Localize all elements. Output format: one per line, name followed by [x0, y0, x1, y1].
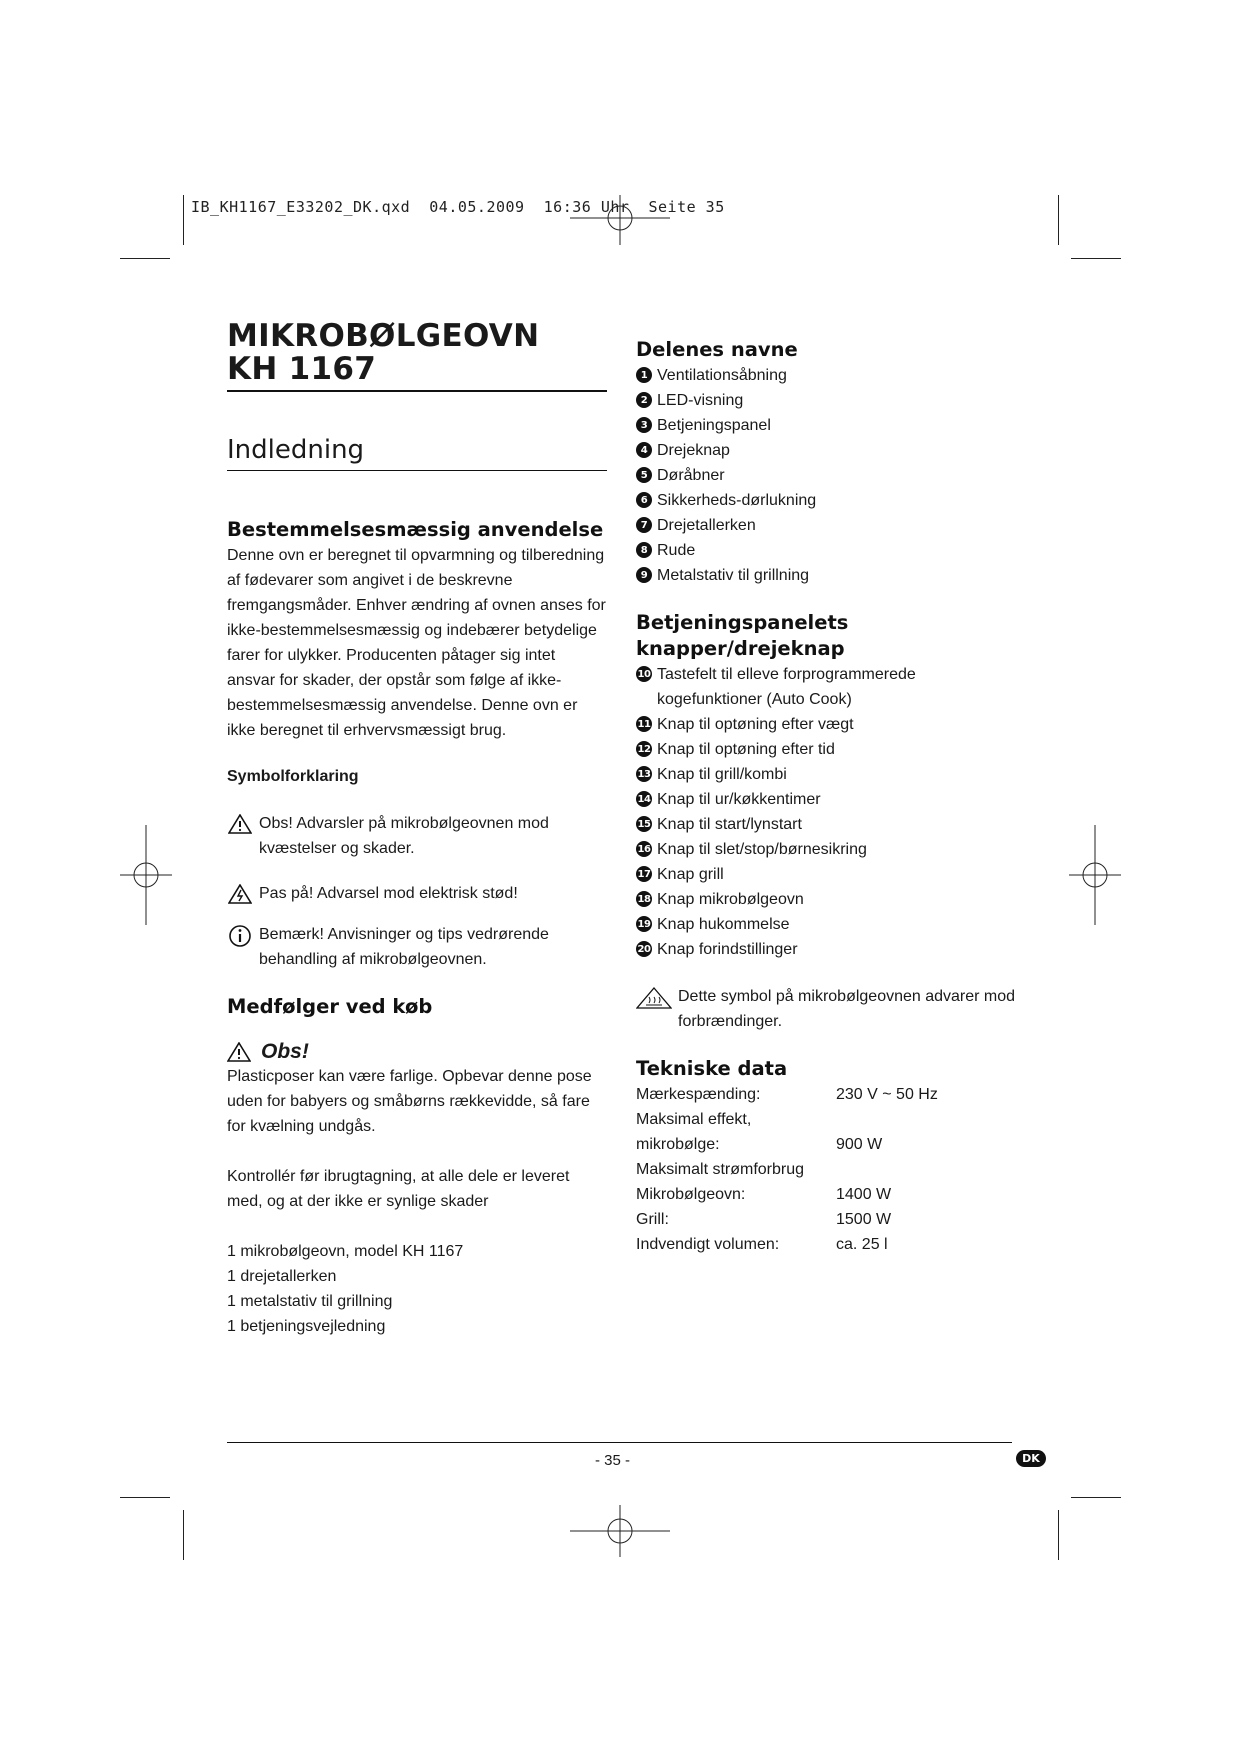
control-item [636, 887, 1016, 912]
symbols-heading: Symbolforklaring [227, 768, 359, 785]
control-label: Knap til ur/køkkentimer [657, 791, 821, 808]
registration-mark-left [120, 825, 172, 925]
right-column [636, 337, 1016, 1257]
registration-mark-top [570, 195, 670, 245]
part-label: Drejeknap [657, 442, 730, 459]
part-item [636, 513, 1016, 538]
number-badge: 6 [636, 492, 652, 508]
number-badge: 2 [636, 392, 652, 408]
control-label: Knap til slet/stop/børnesikring [657, 841, 867, 858]
control-item [636, 862, 1016, 887]
tech-value: 1400 W [836, 1186, 892, 1203]
tech-label: mikrobølge: [636, 1136, 720, 1153]
left-column [227, 320, 607, 1339]
tech-value [836, 1107, 938, 1132]
number-badge: 20 [636, 941, 652, 957]
number-badge: 12 [636, 741, 652, 757]
registration-mark-right [1069, 825, 1121, 925]
part-item [636, 538, 1016, 563]
symbol-info-note [227, 922, 607, 972]
crop-mark [183, 195, 184, 245]
control-label: Knap til optøning efter vægt [657, 716, 854, 733]
control-label: Knap til grill/kombi [657, 766, 787, 783]
list-item: 1 drejetallerken [227, 1268, 337, 1285]
bag-warning-text: Plasticposer kan være farlige. Opbevar denne pose uden for babyers og småbørns rækkevidde, så fare for kvælning undgås. [227, 1068, 592, 1135]
control-item [636, 712, 1016, 737]
symbol-info-text: Bemærk! Anvisninger og tips vedrørende behandling af mikrobølgeovnen. [259, 926, 549, 968]
control-label: Knap forindstillinger [657, 941, 798, 958]
tech-value: ca. 25 l [836, 1236, 888, 1253]
tech-heading: Tekniske data [636, 1057, 788, 1080]
footer-rule [227, 1442, 1012, 1443]
symbol-electric-text: Pas på! Advarsel mod elektrisk stød! [259, 885, 518, 902]
control-label: Knap mikrobølgeovn [657, 891, 804, 908]
number-badge: 8 [636, 542, 652, 558]
purpose-heading: Bestemmelsesmæssig anvendelse [227, 518, 604, 541]
electric-shock-icon [227, 881, 253, 906]
warning-triangle-icon [227, 1042, 251, 1062]
controls-list [636, 662, 1016, 962]
control-item [636, 737, 1016, 762]
symbol-warning-text: Obs! Advarsler på mikrobølgeovnen mod kvæstelser og skader. [259, 815, 549, 857]
control-item [636, 837, 1016, 862]
table-row [636, 1182, 938, 1207]
tech-label: Mikrobølgeovn: [636, 1186, 746, 1203]
control-label: Knap grill [657, 866, 724, 883]
part-item [636, 488, 1016, 513]
tech-value: 900 W [836, 1136, 883, 1153]
part-item [636, 438, 1016, 463]
number-badge: 13 [636, 766, 652, 782]
table-row [636, 1232, 938, 1257]
obs-label: Obs! [261, 1040, 309, 1063]
list-item: 1 mikrobølgeovn, model KH 1167 [227, 1243, 464, 1260]
symbol-electric-note [227, 881, 607, 906]
tech-label: Mærkespænding: [636, 1086, 761, 1103]
number-badge: 17 [636, 866, 652, 882]
crop-mark [120, 258, 170, 259]
number-badge: 15 [636, 816, 652, 832]
tech-value: 230 V ~ 50 Hz [836, 1086, 938, 1103]
tech-value: 1500 W [836, 1211, 892, 1228]
crop-mark [1058, 1510, 1059, 1560]
part-label: Metalstativ til grillning [657, 567, 810, 584]
list-item: 1 metalstativ til grillning [227, 1293, 393, 1310]
number-badge: 10 [636, 666, 652, 682]
control-item [636, 912, 1016, 937]
number-badge: 9 [636, 567, 652, 583]
part-item [636, 363, 1016, 388]
table-row [636, 1207, 938, 1232]
control-item [636, 662, 1016, 712]
obs-warning-heading [227, 1040, 607, 1064]
number-badge: 16 [636, 841, 652, 857]
list-item: 1 betjeningsvejledning [227, 1318, 386, 1335]
number-badge: 11 [636, 716, 652, 732]
tech-label: Indvendigt volumen: [636, 1236, 780, 1253]
page-number: - 35 - [595, 1452, 631, 1469]
tech-table [636, 1082, 938, 1257]
hot-surface-text: Dette symbol på mikrobølgeovnen advarer mod forbrændinger. [678, 988, 1016, 1030]
hot-surface-icon [636, 984, 672, 1034]
part-item [636, 563, 1016, 588]
control-item [636, 762, 1016, 787]
part-label: Drejetallerken [657, 517, 756, 534]
included-list [227, 1239, 607, 1339]
info-icon [227, 922, 253, 972]
table-row [636, 1132, 938, 1157]
part-item [636, 413, 1016, 438]
included-heading: Medfølger ved køb [227, 995, 433, 1018]
language-badge: DK [1016, 1450, 1046, 1467]
crop-mark [183, 1510, 184, 1560]
part-item [636, 463, 1016, 488]
parts-list [636, 363, 1016, 588]
control-item [636, 937, 1016, 962]
controls-heading: Betjeningspanelets knapper/drejeknap [636, 611, 849, 660]
tech-label: Maksimal effekt, [636, 1111, 752, 1128]
control-label: Knap til start/lynstart [657, 816, 802, 833]
title-rule [227, 390, 607, 392]
check-text: Kontrollér før ibrugtagning, at alle dele er leveret med, og at der ikke er synlige skader [227, 1168, 570, 1210]
tech-label: Grill: [636, 1211, 669, 1228]
part-label: Betjeningspanel [657, 417, 771, 434]
number-badge: 4 [636, 442, 652, 458]
number-badge: 19 [636, 916, 652, 932]
table-row [636, 1082, 938, 1107]
number-badge: 7 [636, 517, 652, 533]
part-label: Rude [657, 542, 696, 559]
title-line-1: MIKROBØLGEOVN [227, 318, 540, 354]
part-item [636, 388, 1016, 413]
control-item [636, 812, 1016, 837]
part-label: Ventilationsåbning [657, 367, 787, 384]
number-badge: 5 [636, 467, 652, 483]
crop-mark [1071, 258, 1121, 259]
part-label: Døråbner [657, 467, 725, 484]
hot-surface-note [636, 984, 1016, 1034]
intro-heading: Indledning [227, 435, 365, 465]
symbol-warning-note [227, 811, 607, 861]
document-title [227, 320, 607, 386]
part-label: LED-visning [657, 392, 744, 409]
print-slug: IB_KH1167_E33202_DK.qxd 04.05.2009 16:36 Uhr Seite 35 [191, 198, 725, 216]
number-badge: 3 [636, 417, 652, 433]
crop-mark [1071, 1497, 1121, 1498]
number-badge: 1 [636, 367, 652, 383]
control-label: Knap hukommelse [657, 916, 790, 933]
number-badge: 18 [636, 891, 652, 907]
control-label: Tastefelt til elleve forprogrammerede kogefunktioner (Auto Cook) [657, 666, 916, 708]
control-label: Knap til optøning efter tid [657, 741, 835, 758]
parts-heading: Delenes navne [636, 338, 798, 361]
registration-mark-bottom [570, 1505, 670, 1557]
part-label: Sikkerheds-dørlukning [657, 492, 817, 509]
table-row [636, 1107, 938, 1132]
tech-label: Maksimalt strømforbrug [636, 1161, 805, 1178]
table-row [636, 1157, 938, 1182]
control-item [636, 787, 1016, 812]
purpose-text: Denne ovn er beregnet til opvarmning og tilberedning af fødevarer som angivet i de beskrevne fremgangsmåder. Enhver ændring af ovnen anses for ikke-bestemmelsesmæssig og indebærer betydelige farer for ulykker. Producenten påtager sig intet ansvar for skader, der opstår som følge af ikke-bestemmelsesmæssig anvendelse. Denne ovn er ikke beregnet til erhvervsmæssigt brug. [227, 547, 606, 739]
warning-triangle-icon [227, 811, 253, 861]
tech-value [836, 1157, 938, 1182]
crop-mark [1058, 195, 1059, 245]
crop-mark [120, 1497, 170, 1498]
title-line-2: KH 1167 [227, 351, 377, 387]
number-badge: 14 [636, 791, 652, 807]
